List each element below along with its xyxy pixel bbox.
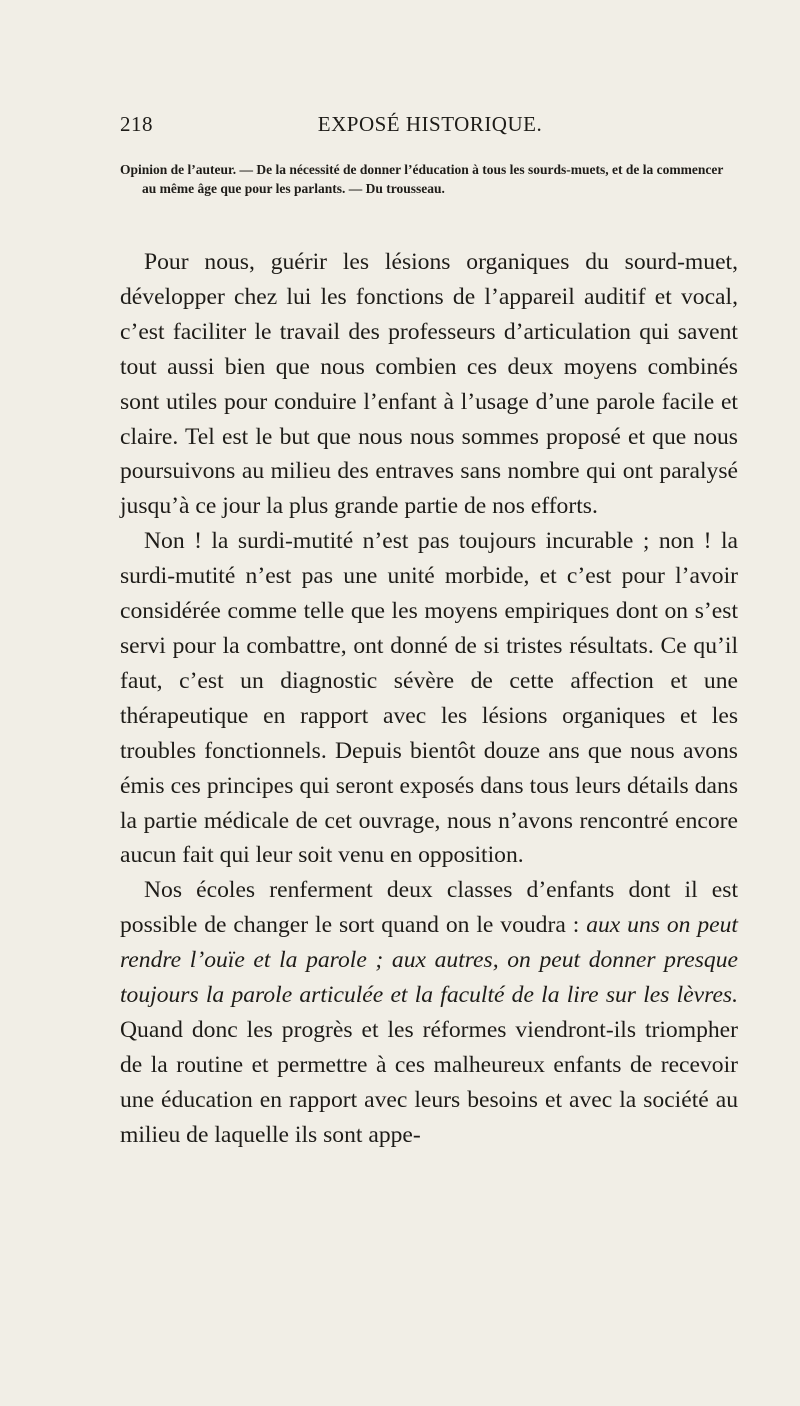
page-number: 218 [120, 112, 153, 136]
paragraph-text: Nos écoles renferment deux classes d’enfants dont il est possible de changer le sort quand on le voudra : [120, 877, 738, 939]
page-header [120, 112, 740, 142]
paragraph [120, 873, 738, 1152]
paragraph: Pour nous, guérir les lésions organiques du sourd-muet, développer chez lui les fonctions de l’appareil auditif et vocal, c’est faciliter le travail des professeurs d’articulation qui savent tout aussi bien que nous combien ces deux moyens combinés sont utiles pour conduire l’enfant à l’usage d’une parole facile et claire. Tel est le but que nous nous sommes proposé et que nous poursuivons au milieu des entraves sans nombre qui ont paralysé jusqu’à ce jour la plus grande partie de nos efforts. [120, 249, 738, 520]
paragraph-text: Quand donc les progrès et les réformes viendront-ils triompher de la routine et permettre à ces malheureux enfants de recevoir une éducation en rapport avec leurs besoins et avec la société au milieu de laquelle ils sont appe- [120, 1016, 738, 1148]
italic-quote: aux uns on peut rendre l’ouïe et la parole ; aux autres, on peut donner presque toujours la parole articulée et la faculté de la lire sur les lèvres. [120, 912, 738, 1009]
section-summary: Opinion de l’auteur. — De la nécessité de donner l’éducation à tous les sourds-muets, et de la commencer au même âge que pour les parlants. — Du trousseau. [120, 162, 724, 196]
body-text [120, 245, 738, 1153]
running-title: EXPOSÉ HISTORIQUE. [317, 112, 543, 136]
paragraph: Non ! la surdi-mutité n’est pas toujours incurable ; non ! la surdi-mutité n’est pas une unité morbide, et c’est pour l’avoir considérée comme telle que les moyens empiriques dont on s’est servi pour la combattre, ont donné de si tristes résultats. Ce qu’il faut, c’est un diagnostic sévère de cette affection et une thérapeutique en rapport avec les lésions organiques et les troubles fonctionnels. Depuis bientôt douze ans que nous avons émis ces principes qui seront exposés dans tous leurs détails dans la partie médicale de cet ouvrage, nous n’avons rencontré encore aucun fait qui leur soit venu en opposition. [120, 528, 738, 869]
